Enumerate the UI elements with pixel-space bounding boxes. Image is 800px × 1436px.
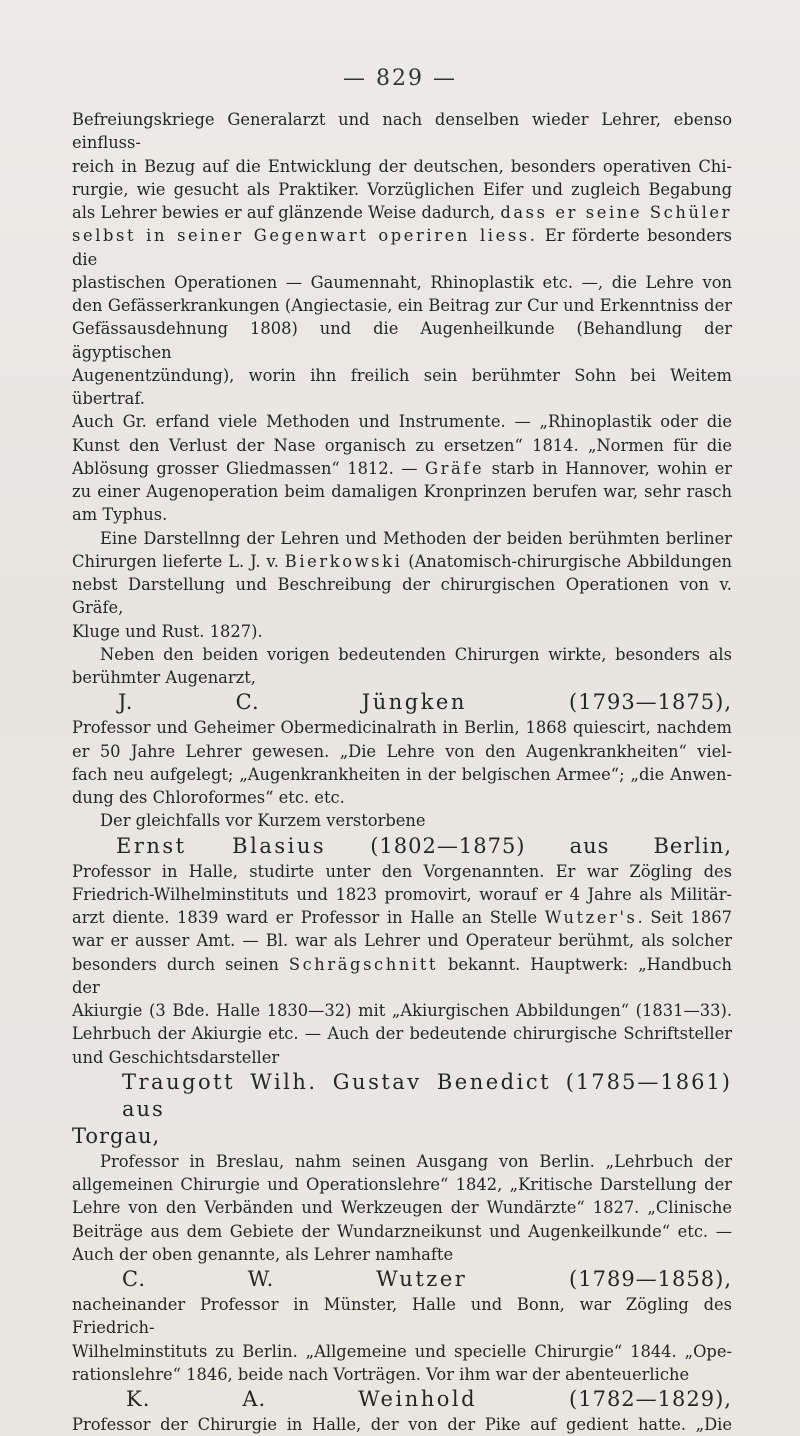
text-line: Gefässausdehnung 1808) und die Augenheilkunde (Behandlung der ägyptischen (72, 319, 732, 362)
text-line: Lehrbuch der Akiurgie etc. — Auch der bedeutende chirurgische Schriftsteller (72, 1024, 732, 1044)
text-line: plastischen Operationen — Gaumennaht, Rhinoplastik etc. —, die Lehre von (72, 272, 732, 292)
text-line: Augenentzündung), worin ihn freilich sein berühmter Sohn bei Weitem übertraf. (72, 365, 732, 408)
text-line (72, 201, 732, 224)
text-line: Wilhelminstituts zu Berlin. „Allgemeine und specielle Chirurgie“ 1844. „Ope- (72, 1341, 732, 1361)
text-line: den Gefässerkrankungen (Angiectasie, ein Beitrag zur Cur und Erkenntniss der (72, 296, 732, 315)
person-name: Bierkowski (284, 551, 403, 571)
initials: C. W. (122, 1267, 275, 1291)
text-line: Der gleichfalls vor Kurzem verstorbene (100, 811, 426, 831)
bierkowski-paragraph (72, 527, 732, 643)
text-line: nebst Darstellung und Beschreibung der chirurgischen Operationen von v. Gräfe, (72, 575, 732, 618)
life-dates: (1782—1829), (477, 1387, 732, 1411)
text-span: arzt diente. 1839 ward er Professor in Halle an Stelle (72, 908, 538, 927)
text-line: Auch der oben genannte, als Lehrer namhafte (72, 1244, 454, 1264)
text-span: (Anatomisch-chirurgische Abbildungen (402, 551, 732, 571)
person-name: Weinhold (358, 1387, 478, 1411)
text-line: Auch Gr. erfand viele Methoden und Instrumente. — „Rhinoplastik oder die (72, 412, 732, 432)
text-line (72, 953, 732, 1000)
text-line: Professor in Halle, studirte unter den Vorgenannten. Er war Zögling des (72, 861, 732, 881)
text-line: Neben den beiden vorigen bedeutenden Chirurgen wirkte, besonders als (100, 644, 732, 664)
text-line: rationslehre“ 1846, beide nach Vorträgen. Vor ihm war der abenteuerliche (72, 1364, 690, 1384)
text-span: Ablösung grosser Gliedmassen“ 1812. — (72, 458, 418, 478)
text-line: Professor in Breslau, nahm seinen Ausgang von Berlin. „Lehrbuch der (100, 1151, 732, 1171)
entry-heading (72, 1386, 732, 1413)
text-span: . Seit 1867 (637, 908, 732, 927)
text-line: Akiurgie (3 Bde. Halle 1830—32) mit „Akiurgischen Abbildungen“ (1831—33). (72, 1001, 732, 1020)
text-span: besonders durch seinen (72, 954, 279, 974)
text-line: rurgie, wie gesucht als Praktiker. Vorzüglichen Eifer und zugleich Begabung (72, 179, 732, 199)
text-line: Kunst den Verlust der Nase organisch zu ersetzen“ 1814. „Normen für die (72, 435, 732, 455)
entry-heading (72, 1266, 732, 1293)
weinhold-entry (72, 1386, 732, 1436)
person-name: Gräfe (425, 458, 485, 478)
entry-heading (72, 1069, 732, 1123)
text-line (72, 906, 732, 929)
text-line: fach neu aufgelegt; „Augenkrankheiten in der belgischen Armee“; „die Anwen- (72, 764, 732, 784)
text-line: nacheinander Professor in Münster, Halle und Bonn, war Zögling des Friedrich- (72, 1295, 732, 1338)
text-span: Chirurgen lieferte L. J. v. (72, 551, 279, 571)
person-name: Ernst Blasius (116, 833, 327, 858)
text-line: Lehre von den Verbänden und Werkzeugen der Wundärzte“ 1827. „Clinische (72, 1198, 732, 1218)
wutzer-entry (72, 1266, 732, 1386)
emphasis-text: Schrägschnitt (288, 954, 439, 974)
text-line: Eine Darstellnng der Lehren und Methoden der beiden berühmten berliner (100, 528, 732, 548)
entry-place: Torgau, (72, 1123, 161, 1148)
text-span: bekannt. Hauptwerk: „Handbuch der (72, 954, 732, 997)
benedict-entry (72, 1069, 732, 1266)
text-line: Kluge und Rust. 1827). (72, 621, 263, 641)
initials: K. A. (126, 1387, 267, 1411)
text-span: Er förderte besonders die (72, 226, 732, 269)
transition-paragraph (72, 643, 732, 690)
text-span: starb in Hannover, wohin er (484, 458, 732, 478)
emphasis-text: selbst in seiner Gegenwart operiren liess. (72, 226, 538, 246)
life-dates: (1793—1875), (466, 690, 732, 715)
life-dates: (1802—1875) aus Berlin, (326, 833, 733, 858)
text-line: Befreiungskriege Generalarzt und nach denselben wieder Lehrer, ebenso einfluss- (72, 110, 732, 153)
entry-heading (72, 833, 732, 860)
text-line: Beiträge aus dem Gebiete der Wundarzneikunst und Augenkeilkunde“ etc. — (72, 1221, 732, 1241)
text-line: zu einer Augenoperation beim damaligen Kronprinzen berufen war, sehr rasch (72, 482, 732, 501)
graefe-paragraph (72, 108, 732, 527)
person-name: Wutzer's (544, 908, 638, 927)
blasius-entry (72, 809, 732, 1069)
person-name: Traugott Wilh. Gustav Benedict (122, 1069, 552, 1094)
text-line: allgemeinen Chirurgie und Operationslehre“ 1842, „Kritische Darstellung der (72, 1175, 732, 1194)
text-line (72, 457, 732, 480)
text-line: Professor der Chirurgie in Halle, der von der Pike auf gedient hatte. „Die (72, 1415, 732, 1434)
text-line: Friedrich-Wilhelminstituts und 1823 promovirt, worauf er 4 Jahre als Militär- (72, 884, 732, 904)
text-line: Professor und Geheimer Obermedicinalrath in Berlin, 1868 quiescirt, nachdem (72, 718, 732, 738)
text-line: dung des Chloroformes“ etc. etc. (72, 788, 345, 807)
initials: J. C. (118, 690, 260, 715)
text-span: als Lehrer bewies er auf glänzende Weise dadurch, (72, 203, 496, 222)
page-body (72, 108, 732, 1436)
person-name: Wutzer (376, 1267, 468, 1291)
text-line: er 50 Jahre Lehrer gewesen. „Die Lehre von den Augenkrankheiten“ viel- (72, 741, 732, 761)
person-name: Jüngken (361, 690, 467, 715)
life-dates: (1785—1861) aus (122, 1069, 732, 1121)
text-line: reich in Bezug auf die Entwicklung der deutschen, besonders operativen Chi- (72, 156, 732, 176)
entry-heading (72, 689, 732, 716)
text-line (72, 550, 732, 573)
text-line: am Typhus. (72, 505, 168, 525)
text-line: berühmter Augenarzt, (72, 668, 256, 687)
emphasis-text: dass er seine Schüler (500, 203, 732, 222)
page-number: — 829 — (343, 66, 457, 91)
text-line: war er ausser Amt. — Bl. war als Lehrer und Operateur berühmt, als solcher (72, 931, 732, 951)
life-dates: (1789—1858), (467, 1267, 732, 1291)
text-line: und Geschichtsdarsteller (72, 1047, 280, 1067)
text-line (72, 224, 732, 271)
juengken-entry (72, 689, 732, 809)
